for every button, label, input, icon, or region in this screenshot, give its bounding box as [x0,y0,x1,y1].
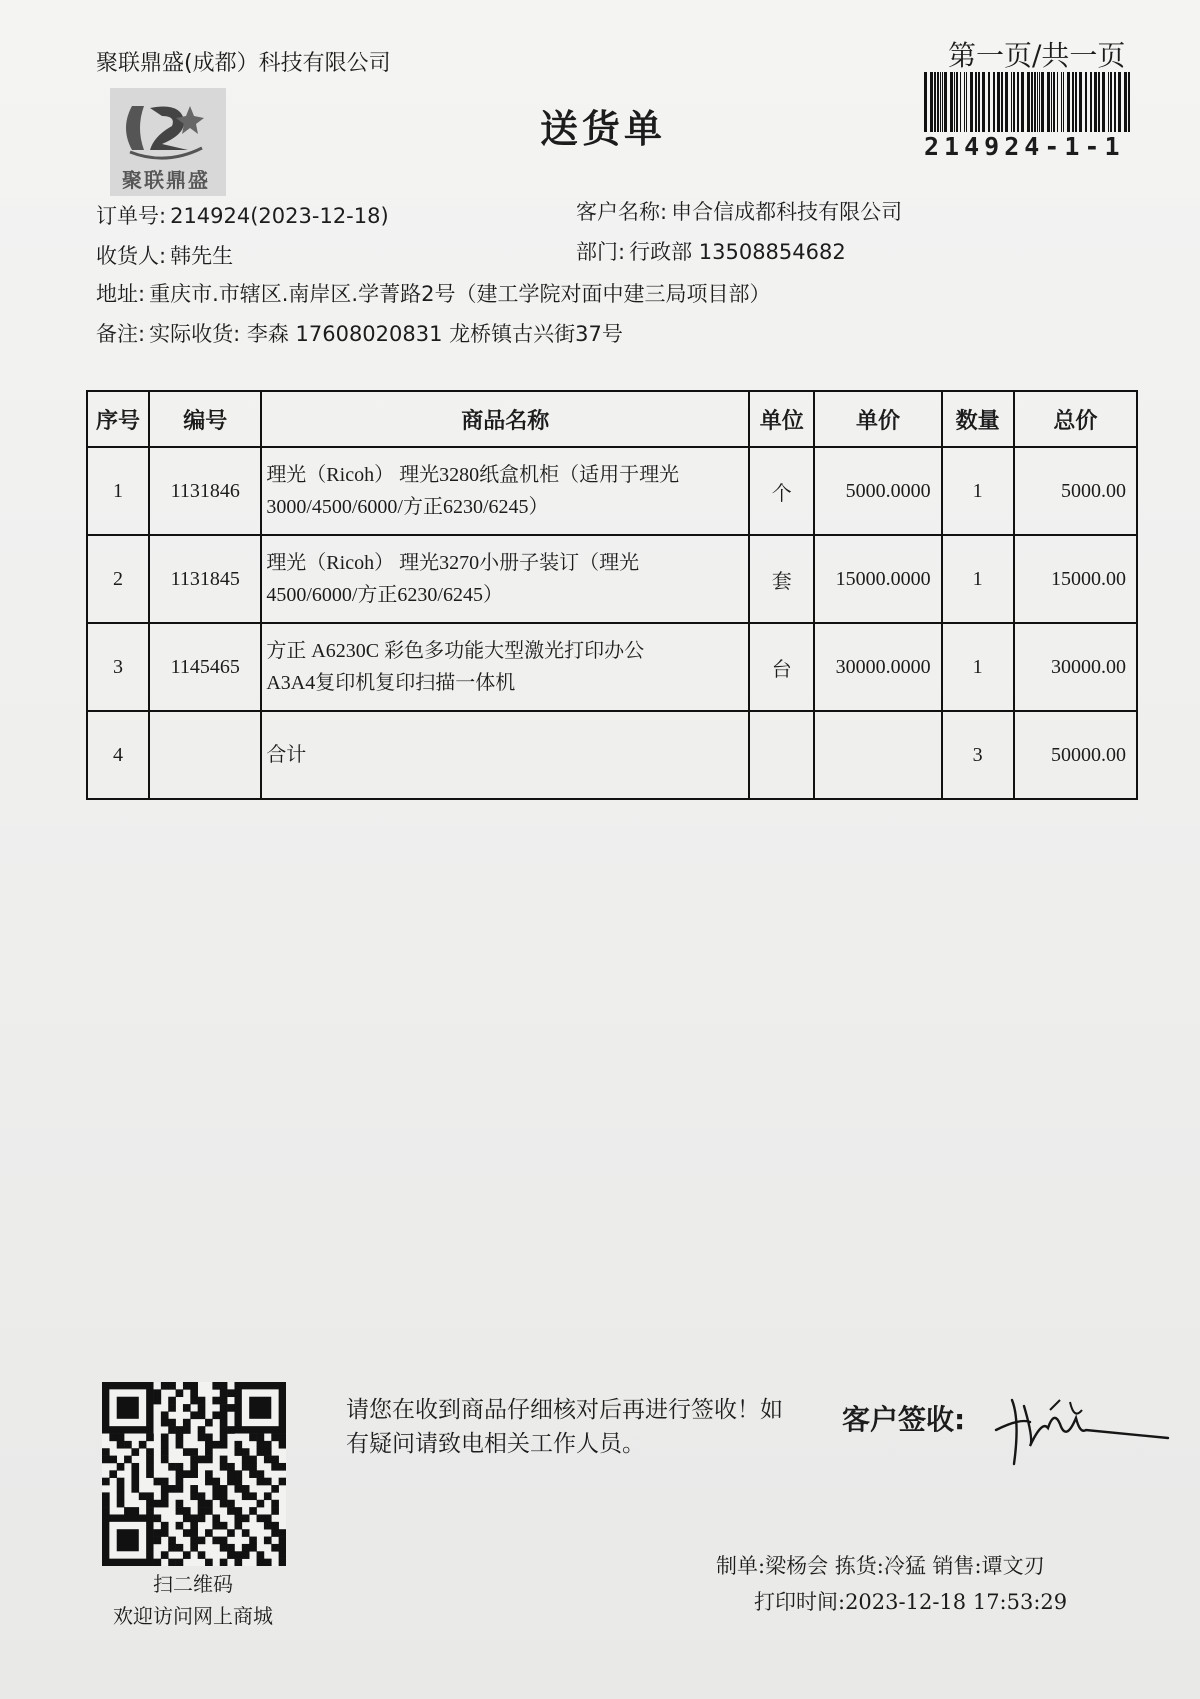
cell-seq: 3 [87,623,149,711]
cell-total: 15000.00 [1014,535,1137,623]
cell-code: 1145465 [149,623,261,711]
cell-seq: 4 [87,711,149,799]
table-row [87,535,1137,623]
cell-total: 50000.00 [1014,711,1137,799]
cell-code: 1131845 [149,535,261,623]
product-name-line1: 方正 A6230C 彩色多功能大型激光打印办公 [266,640,645,662]
qr-code-icon[interactable] [102,1382,286,1566]
document-title: 送货单 [540,107,667,151]
header-code: 编号 [149,391,261,447]
cell-unit: 个 [749,447,814,535]
barcode-number: 214924-1-1 [924,132,1125,161]
customer-signature [990,1380,1170,1470]
table-row [87,447,1137,535]
cell-quantity: 1 [942,623,1014,711]
header-quantity: 数量 [942,391,1014,447]
table-header-row [87,391,1137,447]
company-name: 聚联鼎盛(成都）科技有限公司 [96,51,391,76]
cell-unit-price: 15000.0000 [814,535,941,623]
table-row [87,623,1137,711]
cell-seq: 1 [87,447,149,535]
notice-text: 请您在收到商品仔细核对后再进行签收！如有疑问请致电相关工作人员。 [346,1397,783,1457]
qr-caption-welcome: 欢迎访问网上商城 [113,1604,273,1628]
cell-quantity: 1 [942,447,1014,535]
customer-field [576,196,902,226]
cell-product-name [261,447,749,535]
cell-unit: 套 [749,535,814,623]
cell-product-name [261,711,749,799]
cell-product-name [261,535,749,623]
order-number-field [96,200,389,230]
staff-line: 制单:梁杨会 拣货:冷猛 销售:谭文刃 [716,1554,1045,1578]
cell-unit-price [814,711,941,799]
cell-quantity: 1 [942,535,1014,623]
address-field [96,278,770,308]
cell-code: 1131846 [149,447,261,535]
remark-label: 备注: [96,322,146,346]
total-label: 合计 [266,744,307,766]
cell-unit: 台 [749,623,814,711]
cell-quantity: 3 [942,711,1014,799]
cell-code [149,711,261,799]
department-label: 部门: [576,240,626,264]
customer-label: 客户名称: [576,200,668,224]
cell-total: 30000.00 [1014,623,1137,711]
barcode-icon [922,72,1134,132]
page-info: 第一页/共一页 [948,39,1126,72]
items-table [86,390,1138,800]
product-name-line1: 理光（Ricoh） 理光3270小册子装订（理光 [266,552,640,574]
cell-product-name [261,623,749,711]
header-product-name: 商品名称 [261,391,749,447]
customer-sign-label: 客户签收: [842,1403,966,1436]
remark-value: 实际收货: 李森 17608020831 龙桥镇古兴街37号 [149,322,623,346]
order-number-value: 214924(2023-12-18) [170,204,389,228]
department-value: 行政部 13508854682 [629,240,846,264]
header-seq: 序号 [87,391,149,447]
product-name-line2: 3000/4500/6000/方正6230/6245） [266,496,549,518]
address-value: 重庆市.市辖区.南岸区.学菁路2号（建工学院对面中建三局项目部） [149,282,771,306]
order-number-label: 订单号: [96,204,167,228]
customer-value: 申合信成都科技有限公司 [671,200,903,224]
cell-total: 5000.00 [1014,447,1137,535]
table-row-total [87,711,1137,799]
department-field [576,236,846,266]
print-time: 打印时间:2023-12-18 17:53:29 [754,1590,1068,1614]
header-unit: 单位 [749,391,814,447]
cell-unit [749,711,814,799]
receiver-field [96,240,233,270]
header-unit-price: 单价 [814,391,941,447]
receiver-value: 韩先生 [170,244,234,268]
cell-unit-price: 30000.0000 [814,623,941,711]
cell-seq: 2 [87,535,149,623]
receiver-label: 收货人: [96,244,167,268]
qr-caption-scan: 扫二维码 [153,1572,233,1596]
remark-field [96,318,623,348]
cell-unit-price: 5000.0000 [814,447,941,535]
address-label: 地址: [96,282,146,306]
header-total: 总价 [1014,391,1137,447]
product-name-line1: 理光（Ricoh） 理光3280纸盒机柜（适用于理光 [266,464,680,486]
product-name-line2: 4500/6000/方正6230/6245） [266,584,503,606]
logo-text: 聚联鼎盛 [122,168,210,192]
product-name-line2: A3A4复印机复印扫描一体机 [266,672,516,694]
